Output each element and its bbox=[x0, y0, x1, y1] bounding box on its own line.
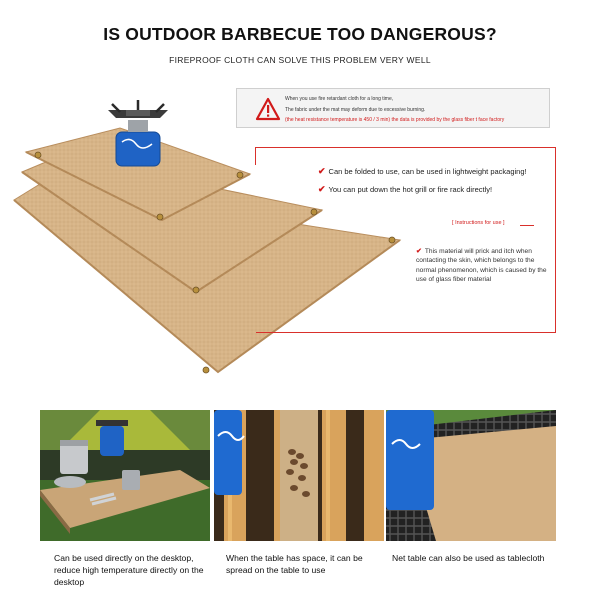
instructions-note-text: This material will prick and itch when contacting the skin, which belongs to the normal phenomenon, which is caused by the use of glass fiber material bbox=[416, 248, 547, 283]
checkmark-icon: ✔ bbox=[318, 166, 326, 176]
feature-item bbox=[318, 184, 492, 195]
page-title: IS OUTDOOR BARBECUE TOO DANGEROUS? bbox=[103, 24, 497, 44]
photo-desktop-camping bbox=[40, 410, 210, 541]
checkmark-icon: ✔ bbox=[318, 184, 326, 194]
warning-line-highlight: (the heat resistance temperature is 450 / 3 min) the data is provided by the glass fiber t face factory bbox=[285, 117, 505, 123]
feature-text: Can be folded to use, can be used in lightweight packaging! bbox=[328, 167, 527, 176]
feature-text: You can put down the hot grill or fire rack directly! bbox=[328, 185, 493, 194]
feature-item bbox=[318, 166, 527, 177]
warning-triangle-icon bbox=[255, 97, 281, 121]
warning-line: When you use fire retardant cloth for a long time, bbox=[285, 96, 394, 102]
page-subtitle: FIREPROOF CLOTH CAN SOLVE THIS PROBLEM VERY WELL bbox=[169, 55, 431, 65]
caption-wooden-table: When the table has space, it can be spread on the table to use bbox=[226, 553, 363, 575]
warning-box bbox=[236, 88, 550, 128]
caption-desktop: Can be used directly on the desktop, reduce high temperature directly on the desktop bbox=[54, 553, 204, 587]
photo-net-table bbox=[386, 410, 556, 541]
warning-line: The fabric under the mat may deform due to excessive burning. bbox=[285, 106, 426, 113]
instructions-label: [ Instructions for use ] bbox=[452, 220, 505, 226]
checkmark-icon: ✔ bbox=[416, 248, 422, 255]
instructions-note bbox=[416, 247, 551, 284]
photo-wooden-table bbox=[214, 410, 384, 541]
divider bbox=[520, 225, 534, 226]
caption-net-table: Net table can also be used as tablecloth bbox=[392, 553, 545, 563]
